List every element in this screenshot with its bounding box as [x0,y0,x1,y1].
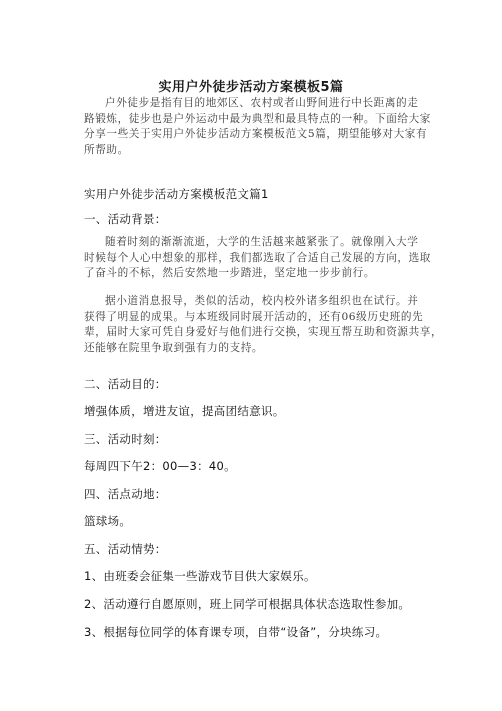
intro-paragraph [84,96,432,158]
paragraph-line: 辈，届时大家可凭自身爱好与他们进行交换，实现互帮互助和资源共享， [84,326,443,339]
intro-line: 户外徒步是指有目的地郊区、农村或者山野间进行中长距离的走 [105,97,419,109]
section1-paragraph-2 [84,294,443,356]
section-subtitle: 实用户外徒步活动方案模板范文篇1 [84,187,269,201]
section1-heading: 一、活动背景： [84,212,167,226]
intro-line: 所帮助。 [84,143,129,156]
section3-heading: 三、活动时刻： [84,432,167,446]
paragraph-line: 随着时刻的渐渐流逝，大学的生活越来越紧张了。就像刚入大学 [105,236,419,248]
section4-body: 篮球场。 [84,514,132,528]
paragraph-line: 获得了明显的成果。与本班级同时展开活动的，还有06级历史班的先 [84,310,424,323]
list-item: 2、活动遵行自愿原则，班上同学可根据具体状态选取性参加。 [84,597,411,611]
document-title: 实用户外徒步活动方案模板5篇 [158,80,344,95]
list-item: 1、由班委会征集一些游戏节目供大家娱乐。 [84,569,316,583]
paragraph-line: 了奋斗的不标，然后安然地一步踏进，坚定地一步步前行。 [84,267,376,280]
intro-line: 路锻炼，徒步也是户外运动中最为典型和最具特点的一种。下面给大家 [84,112,432,125]
section1-paragraph-1 [84,235,432,282]
section2-body: 增强体质，增进友谊，提高团结意识。 [84,404,285,418]
paragraph-line: 据小道消息报导，类似的活动，校内校外诸多组织也在试行。并 [105,295,419,307]
section2-heading: 二、活动目的： [84,377,167,391]
paragraph-line: 时候每个人心中想象的那样，我们都选取了合适自己发展的方向，选取 [84,251,432,264]
section5-heading: 五、活动情势： [84,542,167,556]
paragraph-line: 还能够在院里争取到强有力的支持。 [84,341,264,354]
section4-heading: 四、活点动地： [84,487,167,501]
intro-line: 分享一些关于实用户外徒步活动方案模板范文5篇，期望能够对大家有 [84,128,428,141]
section3-body: 每周四下午2：00—3：40。 [84,459,236,473]
list-item: 3、根据每位同学的体育课专项，自带“设备”，分块练习。 [84,625,388,639]
